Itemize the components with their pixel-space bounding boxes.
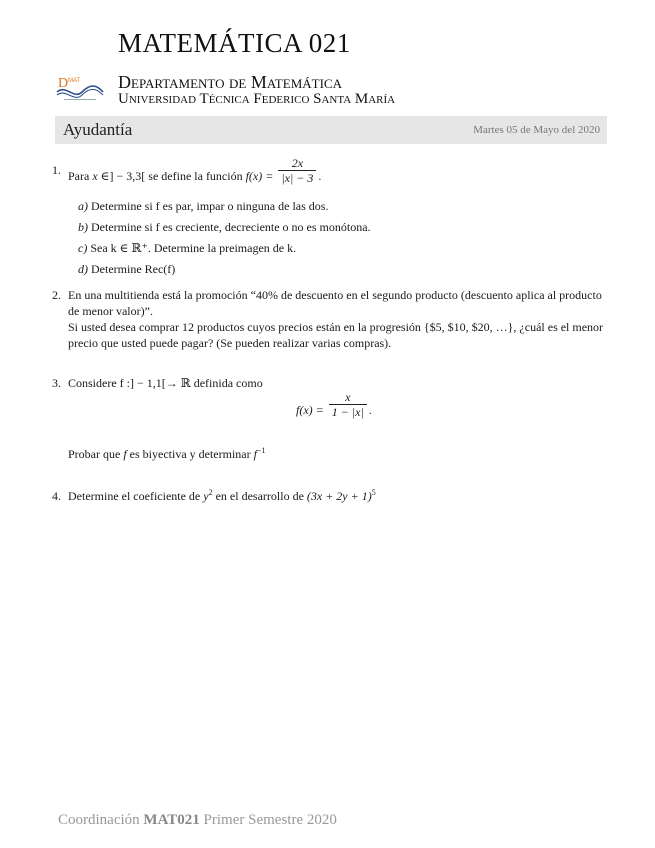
subitem-text: Determine Rec(f) (91, 262, 176, 276)
function-definition: f(x) = (245, 168, 274, 183)
problem-number: 1. (52, 163, 61, 177)
footer (58, 812, 337, 829)
subitem-a (78, 198, 598, 214)
problem-2 (52, 287, 608, 351)
footer-course: MAT021 (143, 812, 200, 828)
subitem-text: Determine si f es creciente, decreciente o no es monótona. (91, 220, 371, 234)
department-name: Departamento de Matemática (118, 72, 342, 92)
problem-statement: Determine el coeficiente de $y^2$ en el desarrollo de $(3x + 2y + 1)^5$ (68, 488, 376, 503)
subitem-d (78, 261, 598, 277)
university-name: Universidad Técnica Federico Santa María (118, 91, 396, 107)
course-title: MATEMÁTICA 021 (118, 28, 351, 58)
problem-3-followup: Probar que f es biyectiva y determinar $f^{-1}$ (68, 446, 266, 461)
fraction-numerator: x (345, 390, 351, 404)
problem-number: 2. (52, 288, 61, 302)
problem-3 (52, 375, 608, 391)
subitem-label: d) (78, 262, 88, 276)
subitem-label: c) (78, 241, 88, 255)
document-type: Ayudantía (63, 120, 133, 139)
svg-text:D: D (58, 76, 69, 91)
fraction (278, 156, 316, 186)
problem-number: 3. (52, 376, 61, 390)
problem-4 (52, 488, 608, 504)
subitem-text: Determine si f es par, impar o ninguna de las dos. (91, 199, 329, 213)
problem-paragraph: En una multitienda está la promoción “40% de descuento en el segundo producto (descuento aplica al producto de menor valor)”. (68, 288, 602, 318)
university-logo (56, 74, 104, 104)
problem-number: 4. (52, 489, 61, 503)
fraction-numerator: 2x (291, 156, 304, 170)
problem-1 (52, 156, 608, 192)
document-date: Martes 05 de Mayo del 2020 (473, 124, 600, 136)
subitem-c (78, 240, 598, 256)
problem-statement: Para x ∈] − 3,3[ se define la función f(x) = $\frac{2x}{|x| - 3}$ . (68, 156, 322, 185)
footer-prefix: Coordinación (58, 812, 140, 828)
fraction-denominator: 1 − |x| (329, 404, 367, 420)
problem-statement: Considere f :] − 1,1[→ ℝ definida como (68, 376, 263, 390)
footer-semester: Primer Semestre 2020 (203, 812, 337, 828)
fraction (329, 390, 367, 420)
problem-statement (68, 287, 608, 351)
subitem-text: Sea k ∈ ℝ⁺. Determine la preimagen de k. (90, 241, 297, 255)
subitem-b (78, 219, 598, 235)
subitem-label: a) (78, 199, 88, 213)
problem-paragraph: Si usted desea comprar 12 productos cuyos precios están en la progresión {$5, $10, $20, …}, ¿cuál es el menor precio que usted puede pagar? (Se pueden realizar varias compras). (68, 320, 604, 350)
subitem-label: b) (78, 220, 88, 234)
fraction-denominator: |x| − 3 (278, 170, 316, 186)
display-equation: f(x) = $\frac{x}{1 - |x|}$ . (296, 390, 372, 419)
logo-text: MAT (68, 78, 81, 84)
title-band (55, 116, 607, 144)
